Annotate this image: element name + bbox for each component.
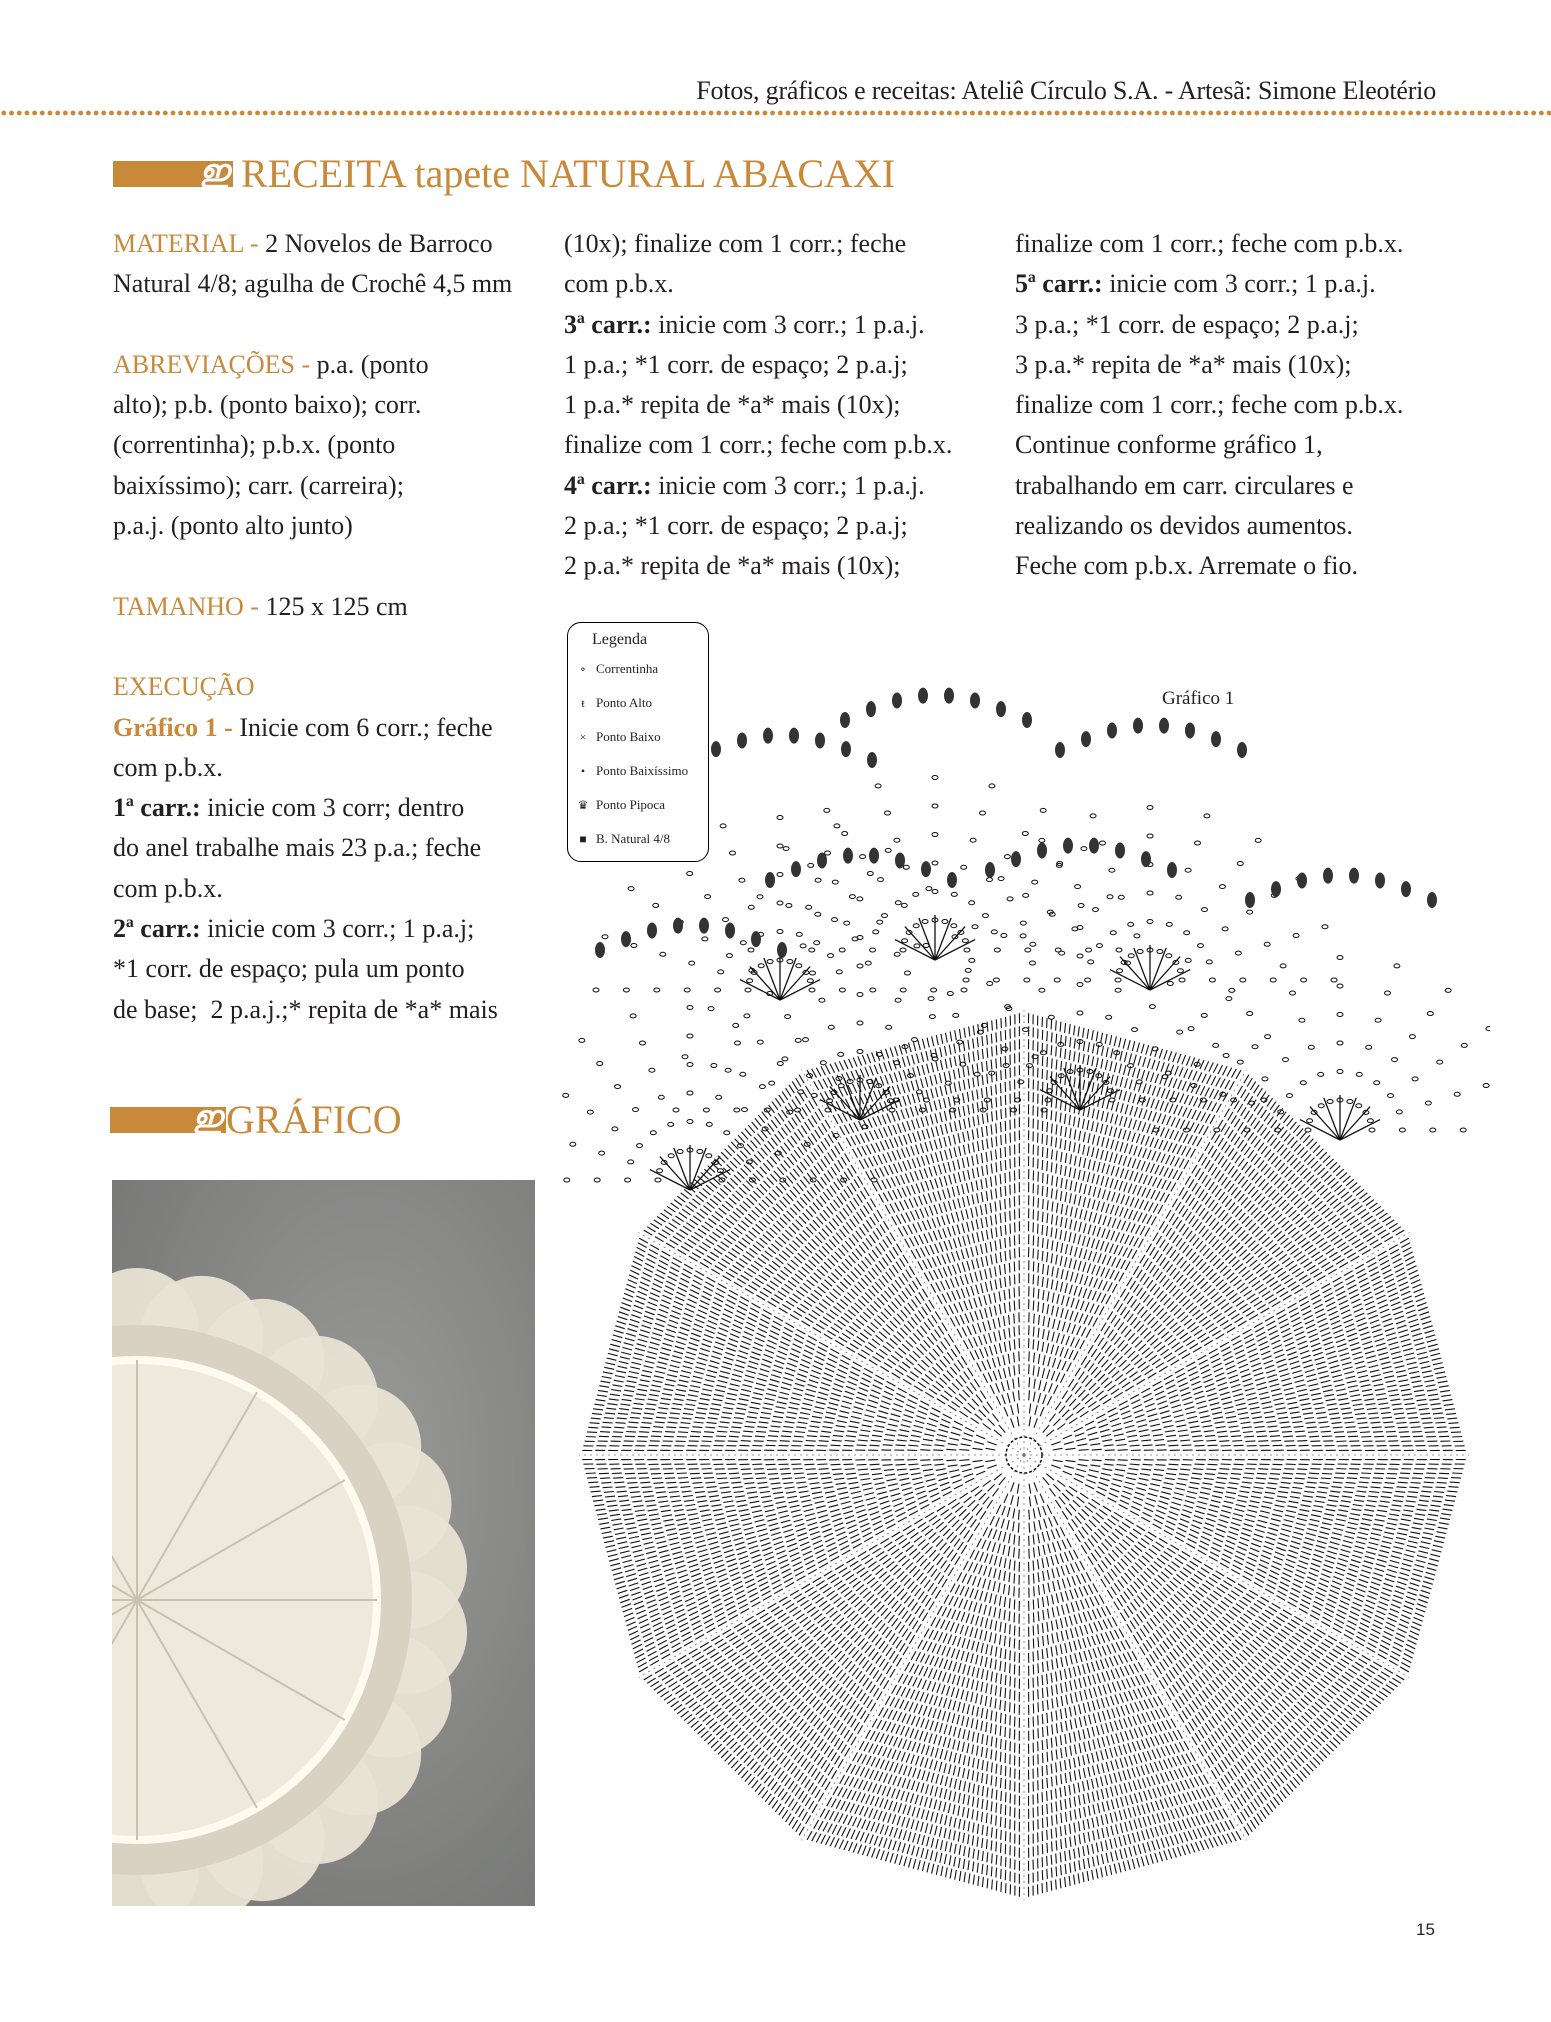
popcorn-stitch (1159, 718, 1169, 734)
popcorn-stitch (765, 872, 775, 888)
body-text: com p.b.x. (113, 752, 223, 782)
text-line (113, 708, 512, 748)
legend-item (576, 763, 688, 779)
popcorn-stitch (791, 861, 801, 877)
popcorn-stitch (1185, 722, 1195, 738)
text-line (113, 748, 512, 788)
grafico-heading-text: GRÁFICO (226, 1097, 402, 1142)
text-line (113, 546, 512, 586)
chain-arc (1153, 956, 1490, 1133)
text-line (564, 546, 952, 586)
legend-label: Ponto Pipoca (596, 797, 665, 812)
body-text: 3 p.a.; *1 corr. de espaço; 2 p.a.j; (1015, 309, 1359, 339)
popcorn-stitch (1323, 868, 1333, 884)
popcorn-stitch (921, 861, 931, 877)
recipe-title-text: RECEITA tapete NATURAL ABACAXI (241, 151, 896, 196)
body-text: Inicie com 6 corr.; feche (239, 712, 493, 742)
popcorn-stitch (867, 752, 877, 768)
stitch-sector (807, 1482, 1019, 1897)
body-text: realizando os devidos aumentos. (1015, 511, 1353, 541)
dotted-divider (0, 110, 1551, 116)
body-text: 2 p.a.; *1 corr. de espaço; 2 p.a.j; (564, 511, 908, 541)
body-text: 1 p.a.; *1 corr. de espaço; 2 p.a.j; (564, 349, 908, 379)
fan-stitch (935, 927, 965, 960)
text-line (113, 345, 512, 385)
popcorn-stitch (815, 732, 825, 748)
body-text: 3 p.a.* repita de *a* mais (10x); (1015, 349, 1352, 379)
popcorn-stitch (725, 922, 735, 938)
popcorn-stitch (1022, 712, 1032, 728)
popcorn-stitch (699, 918, 709, 934)
chain-arc (1183, 984, 1490, 1132)
grafico-heading (110, 1096, 402, 1143)
sector-divider (1024, 1233, 1409, 1456)
text-line (113, 587, 512, 627)
text-line (113, 506, 512, 546)
popcorn-stitch (947, 872, 957, 888)
chart-legend (567, 622, 709, 862)
label-text: MATERIAL - (113, 229, 266, 258)
text-line (113, 224, 512, 264)
body-text: inicie com 3 corr.; 1 p.a.j; (200, 914, 475, 944)
fan-stitch (1150, 957, 1180, 990)
legend-title: Legenda (592, 631, 648, 648)
fan-stitch (830, 1087, 860, 1120)
popcorn-stitch (789, 728, 799, 744)
sector-divider (802, 1070, 1025, 1455)
popcorn-stitch (1427, 892, 1437, 908)
text-line (1015, 264, 1403, 304)
body-text: 125 x 125 cm (265, 591, 408, 621)
body-text: finalize com 1 corr.; feche com p.b.x. (1015, 229, 1404, 258)
text-line (1015, 345, 1403, 385)
stitch-sector (1051, 1238, 1466, 1450)
popcorn-stitch (1081, 731, 1091, 747)
double-crochet-icon: ŧ (581, 695, 585, 710)
body-text: 1 p.a.* repita de *a* mais (10x); (564, 390, 901, 420)
yarn-swatch-icon: ■ (579, 831, 587, 846)
popcorn-stitch (843, 848, 853, 864)
text-line (564, 305, 952, 345)
popcorn-stitch (866, 701, 876, 717)
popcorn-stitch (1245, 892, 1255, 908)
popcorn-stitch (711, 741, 721, 757)
label-text: Gráfico 1 - (113, 712, 240, 742)
body-text: p.a.j. (ponto alto junto) (113, 511, 353, 541)
legend-label: Ponto Alto (596, 695, 652, 710)
body-text: inicie com 3 corr.; 1 p.a.j. (651, 470, 925, 500)
legend-item (576, 695, 652, 711)
text-line (113, 385, 512, 425)
body-text: (10x); finalize com 1 corr.; feche (564, 229, 907, 258)
label-text: EXECUÇÃO (113, 672, 255, 702)
label-text: 4ª carr.: (564, 470, 652, 500)
body-text: alto); p.b. (ponto baixo); corr. (113, 390, 422, 420)
text-line (1015, 546, 1403, 586)
legend-label: Ponto Baixo (596, 729, 661, 744)
text-column-3 (1015, 224, 1403, 587)
legend-label: Ponto Baixíssimo (596, 763, 689, 778)
sector-divider (802, 1455, 1025, 1840)
fan-stitch (1310, 1107, 1340, 1140)
text-line (1015, 224, 1403, 264)
ornament-icon: ഇ (192, 1100, 222, 1134)
slip-stitch-icon: • (580, 763, 586, 778)
text-line (113, 788, 512, 828)
popcorn-stitch (1375, 872, 1385, 888)
stitch-sector (1029, 1013, 1241, 1427)
fan-stitch (660, 1157, 690, 1190)
label-text: 2ª carr.: (113, 914, 201, 944)
popcorn-stitch (996, 701, 1006, 717)
chain-stitch-icon: ∘ (580, 661, 586, 676)
popcorn-stitch-icon: ♛ (577, 797, 589, 812)
pineapple-motif (673, 848, 1047, 1120)
body-text: Continue conforme gráfico 1, (1015, 430, 1323, 460)
text-line (564, 425, 952, 465)
stitch-sector (1051, 1460, 1466, 1672)
popcorn-stitch (1211, 731, 1221, 747)
sector-divider (639, 1455, 1024, 1678)
text-line (564, 224, 952, 264)
pineapple-motif (560, 918, 877, 1190)
fan-stitch (905, 927, 935, 960)
popcorn-stitch (1107, 722, 1117, 738)
stitch-sector (582, 1460, 997, 1672)
popcorn-stitch (895, 852, 905, 868)
popcorn-stitch (1141, 851, 1151, 867)
pineapple-motif (748, 688, 1122, 960)
popcorn-stitch (840, 712, 850, 728)
sector-divider (639, 1233, 1024, 1456)
text-line (113, 990, 512, 1030)
text-line (1015, 425, 1403, 465)
single-crochet-icon: × (579, 729, 587, 744)
text-line (564, 345, 952, 385)
body-text: 2 Novelos de Barroco (265, 229, 493, 258)
pineapple-motif (1153, 868, 1490, 1140)
text-line (113, 264, 512, 304)
popcorn-stitch (817, 852, 827, 868)
legend-item (576, 797, 665, 813)
text-line (113, 425, 512, 465)
recipe-title (113, 150, 895, 197)
popcorn-stitch (751, 931, 761, 947)
popcorn-stitch (621, 931, 631, 947)
text-line (564, 385, 952, 425)
credits-line: Fotos, gráficos e receitas: Ateliê Círculo S.A. - Artesã: Simone Eleotério (696, 76, 1436, 105)
body-text: inicie com 3 corr.; 1 p.a.j. (651, 309, 925, 339)
popcorn-stitch (1349, 868, 1359, 884)
popcorn-stitch (1011, 851, 1021, 867)
sector-divider (1024, 1070, 1247, 1455)
popcorn-stitch (1401, 881, 1411, 897)
text-line (1015, 506, 1403, 546)
text-line (564, 466, 952, 506)
body-text: p.a. (ponto (316, 349, 429, 379)
popcorn-stitch (1089, 838, 1099, 854)
label-text: TAMANHO - (113, 591, 266, 621)
text-line (113, 869, 512, 909)
fan-stitch (1340, 1107, 1370, 1140)
popcorn-stitch (777, 942, 787, 958)
popcorn-stitch (1133, 718, 1143, 734)
legend-item (576, 661, 658, 677)
popcorn-stitch (1037, 842, 1047, 858)
body-text: trabalhando em carr. circulares e (1015, 470, 1354, 500)
sector-divider (1024, 1455, 1247, 1840)
popcorn-stitch (944, 688, 954, 704)
chain-arc (560, 1034, 847, 1182)
page-number: 15 (1416, 1920, 1435, 1939)
text-line (113, 305, 512, 345)
fan-stitch (1120, 957, 1150, 990)
popcorn-stitch (737, 732, 747, 748)
text-line (113, 909, 512, 949)
popcorn-stitch (673, 918, 683, 934)
popcorn-stitch (841, 741, 851, 757)
label-text: 5ª carr.: (1015, 269, 1103, 299)
text-line (113, 949, 512, 989)
title-bar (113, 154, 233, 188)
label-text: ABREVIAÇÕES - (113, 349, 317, 379)
popcorn-stitch (970, 692, 980, 708)
body-text: (correntinha); p.b.x. (ponto (113, 430, 396, 460)
text-line (564, 264, 952, 304)
body-text: finalize com 1 corr.; feche com p.b.x. (564, 430, 953, 460)
popcorn-stitch (1271, 881, 1281, 897)
label-text: 1ª carr.: (113, 793, 201, 823)
fan-stitch (780, 967, 810, 1000)
body-text: de base; 2 p.a.j.;* repita de *a* mais (113, 994, 498, 1024)
popcorn-stitch (892, 692, 902, 708)
text-column-1 (113, 224, 512, 1030)
popcorn-stitch (985, 862, 995, 878)
text-line (113, 828, 512, 868)
body-text: do anel trabalhe mais 23 p.a.; feche (113, 833, 482, 863)
doily-photo (112, 1180, 535, 1906)
body-text: com p.b.x. (564, 269, 674, 299)
chart-title: Gráfico 1 (1162, 688, 1235, 709)
body-text: Feche com p.b.x. Arremate o fio. (1015, 551, 1358, 581)
popcorn-stitch (1063, 838, 1073, 854)
popcorn-stitch (1115, 842, 1125, 858)
body-text: 2 p.a.* repita de *a* mais (10x); (564, 551, 901, 581)
popcorn-stitch (647, 922, 657, 938)
body-text: inicie com 3 corr.; 1 p.a.j. (1102, 269, 1376, 299)
popcorn-stitch (763, 728, 773, 744)
body-text: baixíssimo); carr. (carreira); (113, 470, 404, 500)
label-text: 3ª carr.: (564, 309, 652, 339)
popcorn-stitch (595, 942, 605, 958)
body-text: com p.b.x. (113, 873, 223, 903)
body-text: finalize com 1 corr.; feche com p.b.x. (1015, 390, 1404, 420)
legend-item (576, 831, 670, 847)
text-line (113, 667, 512, 707)
popcorn-stitch (869, 848, 879, 864)
body-text: Natural 4/8; agulha de Crochê 4,5 mm (113, 269, 513, 299)
ornament-icon: ഇ (199, 154, 229, 188)
text-line (1015, 305, 1403, 345)
text-line (1015, 466, 1403, 506)
fan-stitch (690, 1157, 720, 1190)
stitch-sector (1029, 1482, 1241, 1897)
heading-bar (110, 1100, 226, 1134)
body-text: inicie com 3 corr; dentro (200, 793, 465, 823)
text-line (564, 506, 952, 546)
popcorn-stitch (918, 688, 928, 704)
popcorn-stitch (1167, 862, 1177, 878)
popcorn-stitch (1237, 742, 1247, 758)
popcorn-stitch (1297, 872, 1307, 888)
sector-divider (1024, 1455, 1409, 1678)
body-text: *1 corr. de espaço; pula um ponto (113, 954, 465, 984)
text-line (1015, 385, 1403, 425)
stitch-sector (582, 1238, 997, 1450)
text-line (113, 466, 512, 506)
legend-label: B. Natural 4/8 (596, 831, 671, 846)
text-column-2 (564, 224, 952, 587)
legend-label: Correntinha (596, 661, 659, 676)
popcorn-stitch (1055, 742, 1065, 758)
text-line (113, 627, 512, 667)
legend-item (576, 729, 661, 745)
